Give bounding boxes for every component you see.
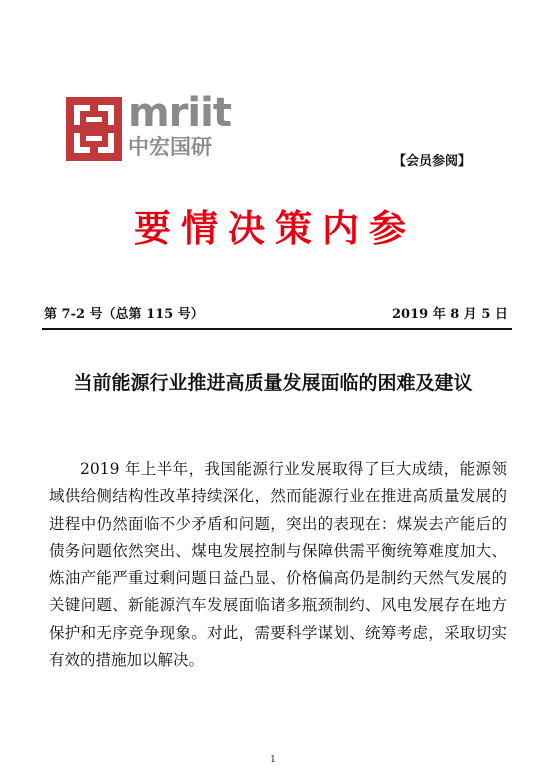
article-body: 2019 年上半年，我国能源行业发展取得了巨大成绩，能源领域供给侧结构性改革持续深化，然而能源行业在推进高质量发展的进程中仍然面临不少矛盾和问题，突出的表现在：煤炭去产能后的债务问题依然突出、煤电发展控制与保障供需平衡统筹难度加大、炼油产能严重过剩问题日益凸显、价格偏高仍是制约天然气发展的关键问题、新能源汽车发展面临诸多瓶颈制约、风电发展存在地方保护和无序竞争现象。对此，需要科学谋划、统筹考虑，采取切实有效的措施加以解决。 <box>49 460 507 670</box>
logo-wordmark-cn: 中宏国研 <box>128 135 212 159</box>
mriit-logo <box>66 90 241 161</box>
issue-date: 2019 年 8 月 5 日 <box>392 307 508 322</box>
issue-number: 第 7-2 号（总第 115 号） <box>44 307 204 322</box>
page-number: 1 <box>270 755 276 765</box>
masthead-title: 要情决策内参 <box>134 206 416 250</box>
member-tag: 【会员参阅】 <box>393 154 472 169</box>
logo-mark-icon <box>66 97 122 161</box>
logo-wordmark-en: mriit <box>128 90 231 136</box>
article-title: 当前能源行业推进高质量发展面临的困难及建议 <box>73 372 473 394</box>
header-divider <box>42 328 512 330</box>
